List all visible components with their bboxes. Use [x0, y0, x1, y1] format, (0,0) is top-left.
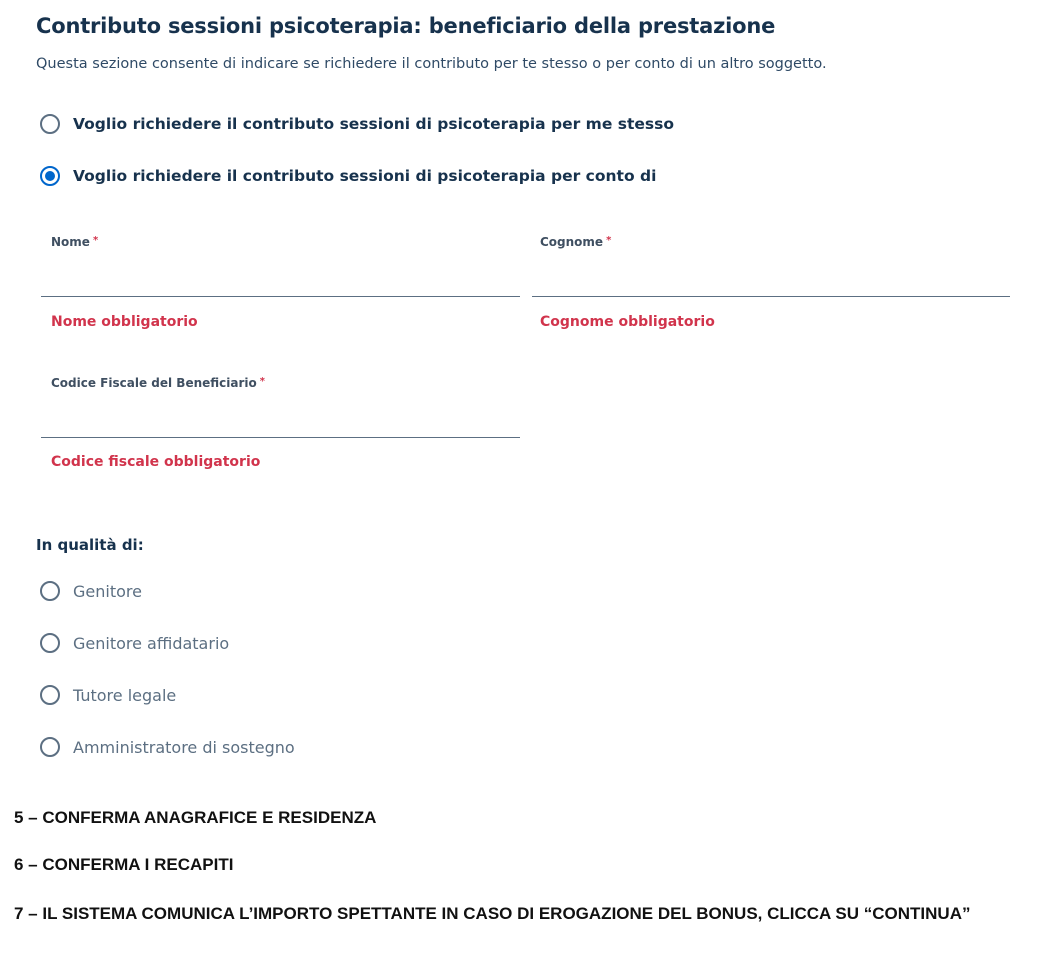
radio-unchecked-icon[interactable] [40, 685, 60, 705]
radio-option-on-behalf-label: Voglio richiedere il contributo sessioni di psicoterapia per conto di [73, 167, 657, 185]
radio-option-on-behalf[interactable] [40, 166, 656, 186]
step-7-text: 7 – IL SISTEMA COMUNICA L’IMPORTO SPETTANTE IN CASO DI EROGAZIONE DEL BONUS, CLICCA SU “CONTINUA” [14, 904, 971, 923]
nome-input[interactable] [41, 269, 520, 297]
cognome-label [540, 235, 611, 249]
radio-option-amministratore-label: Amministratore di sostegno [73, 737, 295, 757]
form-subtitle: Questa sezione consente di indicare se richiedere il contributo per te stesso o per conto di un altro soggetto. [36, 56, 827, 72]
required-asterisk: * [606, 235, 612, 246]
radio-unchecked-icon[interactable] [40, 581, 60, 601]
radio-unchecked-icon[interactable] [40, 633, 60, 653]
step-6-text: 6 – CONFERMA I RECAPITI [14, 855, 234, 874]
radio-option-amministratore[interactable] [40, 737, 295, 757]
radio-unchecked-icon[interactable] [40, 114, 60, 134]
radio-option-self[interactable] [40, 114, 674, 134]
step-5-text: 5 – CONFERMA ANAGRAFICE E RESIDENZA [14, 808, 377, 827]
radio-option-self-label: Voglio richiedere il contributo sessioni di psicoterapia per me stesso [73, 115, 674, 133]
codice-fiscale-label [51, 376, 265, 390]
codice-fiscale-input[interactable] [41, 410, 520, 438]
codice-fiscale-label-text: Codice Fiscale del Beneficiario [51, 376, 257, 390]
radio-option-genitore-affidatario[interactable] [40, 633, 229, 653]
nome-label [51, 235, 98, 249]
required-asterisk: * [92, 235, 99, 246]
required-asterisk: * [259, 376, 265, 387]
radio-checked-icon[interactable] [40, 166, 60, 186]
qualita-label: In qualità di: [36, 536, 144, 554]
nome-label-text: Nome [51, 235, 90, 249]
nome-error: Nome obbligatorio [51, 314, 198, 330]
form-title: Contributo sessioni psicoterapia: beneficiario della prestazione [36, 14, 776, 38]
radio-option-genitore-affidatario-label: Genitore affidatario [73, 633, 230, 653]
radio-unchecked-icon[interactable] [40, 737, 60, 757]
cognome-label-text: Cognome [540, 235, 604, 249]
cognome-input[interactable] [532, 269, 1010, 297]
radio-option-genitore[interactable] [40, 581, 142, 601]
radio-option-genitore-label: Genitore [73, 581, 142, 601]
radio-option-tutore-legale-label: Tutore legale [73, 685, 177, 705]
cognome-error: Cognome obbligatorio [540, 314, 715, 330]
radio-option-tutore-legale[interactable] [40, 685, 176, 705]
codice-fiscale-error: Codice fiscale obbligatorio [51, 454, 261, 470]
